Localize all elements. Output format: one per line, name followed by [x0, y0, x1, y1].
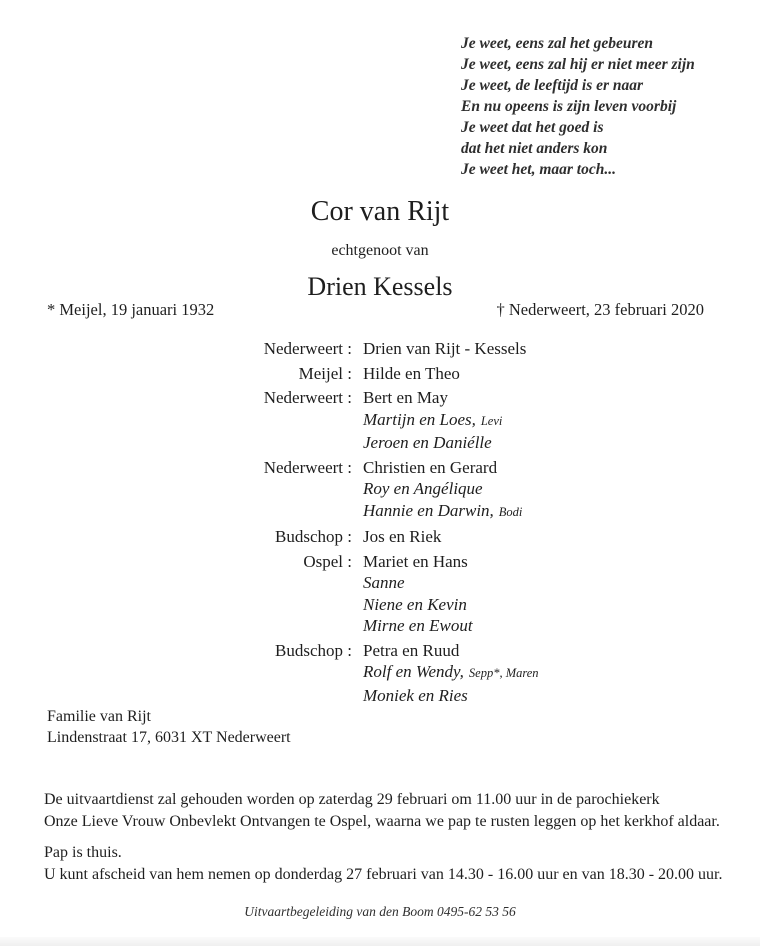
poem-line: En nu opeens is zijn leven voorbij [461, 98, 677, 115]
family-name: Sanne [363, 573, 405, 592]
family-row [0, 363, 760, 385]
family-row [0, 500, 760, 524]
family-place [0, 500, 352, 524]
family-row [0, 640, 760, 662]
scan-edge [0, 937, 760, 946]
family-name: Mirne en Ewout [363, 616, 473, 635]
poem-line: dat het niet anders kon [461, 140, 608, 157]
family-place: Meijel : [298, 363, 352, 383]
family-name: Roy en Angélique [363, 479, 483, 498]
family-place [0, 685, 352, 707]
address-line: Lindenstraat 17, 6031 XT Nederweert [47, 728, 291, 746]
birth-date: * Meijel, 19 januari 1932 [47, 300, 215, 319]
family-name: Jos en Riek [363, 527, 442, 546]
death-date: † Nederweert, 23 februari 2020 [496, 300, 704, 319]
family-name: Mariet en Hans [363, 551, 468, 571]
family-place: Nederweert : [263, 388, 352, 407]
family-row [0, 572, 760, 594]
family-name: Rolf en Wendy, Sepp*, Maren [363, 662, 539, 681]
family-row [0, 478, 760, 500]
family-place [0, 594, 352, 616]
family-name: Niene en Kevin [363, 594, 467, 614]
family-name: Hilde en Theo [363, 363, 460, 383]
family-name: Bert en May [363, 388, 448, 407]
family-place [0, 432, 352, 454]
family-name: Martijn en Loes, Levi [363, 409, 503, 429]
family-place: Nederweert : [263, 457, 352, 477]
family-place [0, 572, 352, 594]
family-row [0, 409, 760, 433]
family-name-suffix: Bodi [498, 504, 523, 519]
service-line: Onze Lieve Vrouw Onbevlekt Ontvangen te Ospel, waarna we pap te rusten leggen op het kerkhof aldaar. [44, 812, 720, 830]
family-place: Ospel : [303, 551, 352, 571]
visiting-line: U kunt afscheid van hem nemen op donderdag 27 februari van 14.30 - 16.00 uur en van 18.30 - 20.00 uur. [44, 865, 723, 883]
service-line: De uitvaartdienst zal gehouden worden op zaterdag 29 februari om 11.00 uur in de parochiekerk [44, 791, 660, 808]
family-address [47, 707, 291, 748]
family-place: Nederweert : [263, 339, 352, 358]
family-row [0, 594, 760, 616]
family-place [0, 661, 352, 685]
family-row [0, 338, 760, 360]
family-name-suffix: Levi [480, 413, 503, 428]
family-name: Hannie en Darwin, Bodi [363, 500, 523, 520]
spouse-name: Drien Kessels [307, 272, 453, 301]
title-block [0, 197, 760, 302]
memorial-poem [461, 33, 695, 180]
service-info [44, 789, 730, 885]
family-name: Jeroen en Daniélle [363, 433, 492, 452]
family-row [0, 685, 760, 707]
family-name: Drien van Rijt - Kessels [363, 339, 527, 358]
family-place: Budschop : [275, 527, 352, 546]
address-line: Familie van Rijt [47, 708, 151, 725]
family-row [0, 551, 760, 573]
family-place [0, 478, 352, 500]
poem-line: Je weet, eens zal het gebeuren [461, 35, 654, 52]
family-place [0, 615, 352, 637]
family-place: Budschop : [275, 640, 352, 660]
family-row [0, 526, 760, 548]
relation-text: echtgenoot van [331, 242, 429, 259]
funeral-service-credit: Uitvaartbegeleiding van den Boom 0495-62 53 56 [244, 904, 516, 919]
family-row [0, 661, 760, 685]
life-dates [47, 300, 704, 320]
family-name: Christien en Gerard [363, 457, 498, 477]
visiting-line: Pap is thuis. [44, 844, 122, 861]
family-row [0, 387, 760, 409]
family-row [0, 615, 760, 637]
poem-line: Je weet, de leeftijd is er naar [461, 77, 644, 94]
family-name-suffix: Sepp*, Maren [468, 666, 539, 680]
poem-line: Je weet, eens zal hij er niet meer zijn [461, 56, 695, 73]
family-list [0, 338, 760, 706]
deceased-name: Cor van Rijt [310, 196, 450, 227]
poem-line: Je weet dat het goed is [461, 119, 604, 136]
family-row [0, 457, 760, 479]
family-place [0, 409, 352, 433]
family-name: Petra en Ruud [363, 640, 460, 660]
family-row [0, 432, 760, 454]
poem-line: Je weet het, maar toch... [461, 161, 616, 178]
family-name: Moniek en Ries [363, 685, 468, 705]
